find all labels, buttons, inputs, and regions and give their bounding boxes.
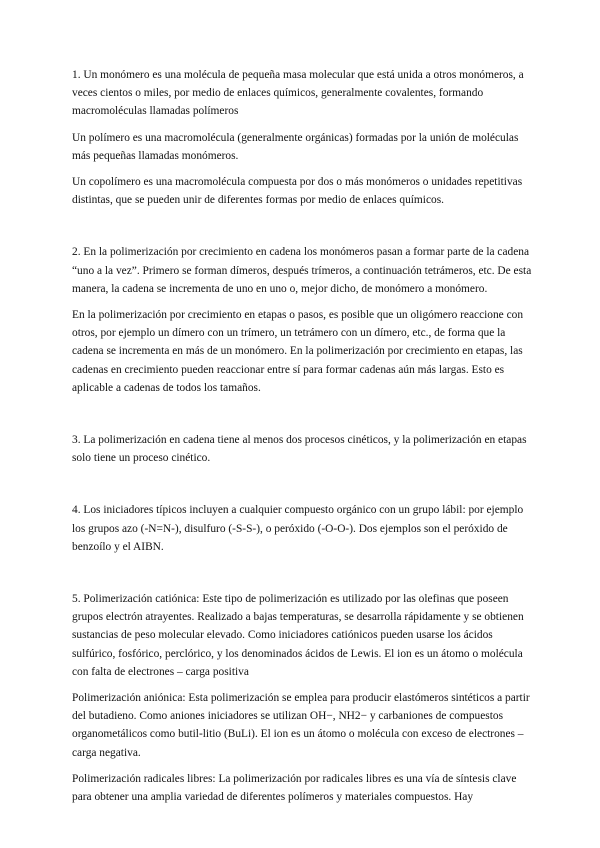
paragraph-kinetics: 3. La polimerización en cadena tiene al menos dos procesos cinéticos, y la polimerización en etapas solo tiene un proceso cinético. bbox=[72, 434, 527, 465]
paragraph-chain-growth: 2. En la polimerización por crecimiento en cadena los monómeros pasan a formar parte de la cadena “uno a la vez”. Primero se forman dímeros, después trímeros, a continuación tetrámeros, etc. De esta manera, la cadena se incrementa de uno en uno o, mejor dicho, de monómero a monómero. bbox=[72, 246, 532, 295]
paragraph-anionic-polymerization: Polimerización aniónica: Esta polimerización se emplea para producir elastómeros sintéticos a partir del butadieno. Como aniones iniciadores se utilizan OH−, NH2− y carbaniones de compuestos organometálicos como butil-litio (BuLi). El ion es un átomo o molécula con exceso de electrones – carga negativa. bbox=[72, 692, 530, 759]
paragraph-cationic-polymerization: 5. Polimerización catiónica: Este tipo de polimerización es utilizado por las olefinas que poseen grupos electrón atrayentes. Realizado a bajas temperaturas, se desarrolla rápidamente y se obtienen sustancias de peso molecular elevado. Como iniciadores catiónicos pueden usarse los ácidos sulfúrico, fosfórico, perclórico, y los denominados ácidos de Lewis. El ion es un átomo o molécula con falta de electrones – carga positiva bbox=[72, 593, 524, 678]
document-page bbox=[72, 66, 532, 806]
paragraph-monomer-definition: 1. Un monómero es una molécula de pequeña masa molecular que está unida a otros monómeros, a veces cientos o miles, por medio de enlaces químicos, generalmente covalentes, formando macromoléculas llamadas polímeros bbox=[72, 69, 524, 118]
paragraph-polymer-definition: Un polímero es una macromolécula (generalmente orgánicas) formadas por la unión de moléculas más pequeñas llamadas monómeros. bbox=[72, 131, 519, 162]
paragraph-step-growth: En la polimerización por crecimiento en etapas o pasos, es posible que un oligómero reaccione con otros, por ejemplo un dímero con un trímero, un tetrámero con un dímero, etc., de forma que la cadena se incrementa en más de un monómero. En la polimerización por crecimiento en etapas, las cadenas en crecimiento pueden reaccionar entre sí para formar cadenas aún más largas. Esto es aplicable a cadenas de todos los tamaños. bbox=[72, 309, 524, 394]
paragraph-initiators: 4. Los iniciadores típicos incluyen a cualquier compuesto orgánico con un grupo lábil: por ejemplo los grupos azo (-N=N-), disulfuro (-S-S-), o peróxido (-O-O-). Dos ejemplos son el peróxido de benzoílo y el AIBN. bbox=[72, 504, 524, 553]
paragraph-radical-polymerization: Polimerización radicales libres: La polimerización por radicales libres es una vía de síntesis clave para obtener una amplia variedad de diferentes polímeros y materiales compuestos. Hay bbox=[72, 772, 517, 804]
paragraph-copolymer-definition: Un copolímero es una macromolécula compuesta por dos o más monómeros o unidades repetitivas distintas, que se pueden unir de diferentes formas por medio de enlaces químicos. bbox=[72, 176, 523, 207]
